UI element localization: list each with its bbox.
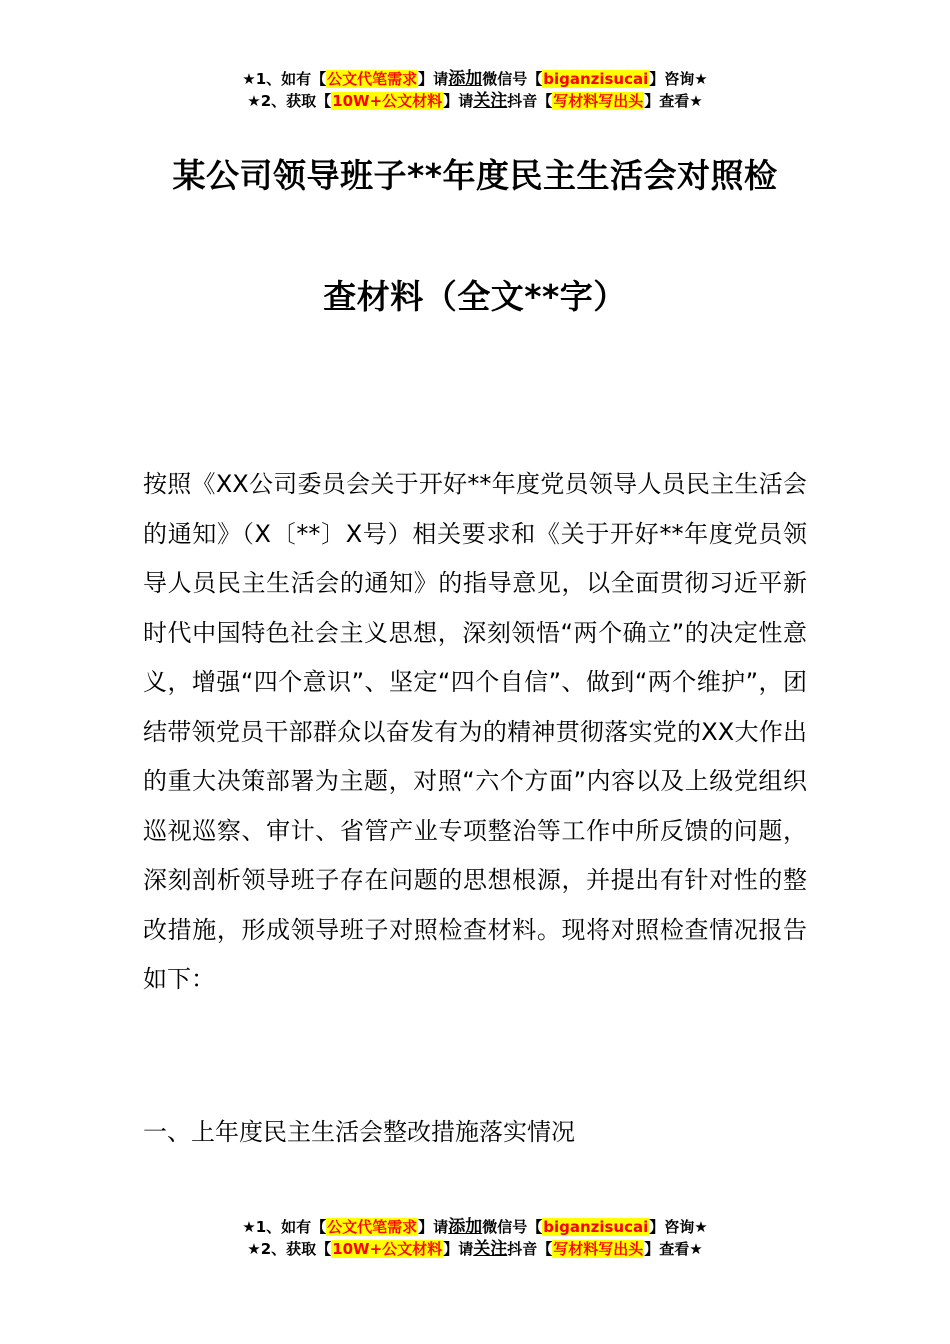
banner-emphasis: 添加 <box>448 1217 483 1237</box>
banner-text: 微信号【 <box>482 70 543 88</box>
intro-paragraph: 按照《XX公司委员会关于开好**年度党员领导人员民主生活会的通知》（X〔**〕X号）相关要求和《关于开好**年度党员领导人员民主生活会的通知》的指导意见，以全面贯彻习近平新时代中国特色社会主义思想，深刻领悟“两个确立”的决定性意义，增强“四个意识”、坚定“四个自信”、做到“两个维护”，团结带领党员干部群众以奋发有为的精神贯彻落实党的XX大作出的重大决策部署为主题，对照“六个方面”内容以及上级党组织巡视巡察、审计、省管产业专项整治等工作中所反馈的问题，深刻剖析领导班子存在问题的思想根源，并提出有针对性的整改措施，形成领导班子对照检查材料。现将对照检查情况报告如下： <box>143 470 807 993</box>
highlight-douyin-id: 写材料写出头 <box>553 92 644 110</box>
bottom-banner <box>0 1216 950 1260</box>
banner-emphasis: 添加 <box>448 69 483 89</box>
banner-text: ★1、如有【 <box>242 70 327 88</box>
banner-line-1 <box>0 1216 950 1238</box>
highlight-wechat-id: biganzisucai <box>543 1218 649 1236</box>
banner-line-1 <box>0 68 950 90</box>
banner-text: 】查看★ <box>644 92 703 110</box>
top-banner <box>0 68 950 112</box>
banner-text: ★2、获取【 <box>247 92 332 110</box>
banner-text: 抖音【 <box>507 1240 553 1258</box>
banner-emphasis: 关注 <box>473 1239 508 1259</box>
banner-text: 】咨询★ <box>649 70 708 88</box>
banner-text: ★2、获取【 <box>247 1240 332 1258</box>
banner-text: 】请 <box>443 92 474 110</box>
banner-text: 抖音【 <box>507 92 553 110</box>
document-title-line-2: 查材料（全文**字） <box>323 277 627 316</box>
banner-text: 】请 <box>418 70 449 88</box>
highlight-douyin-id: 写材料写出头 <box>553 1240 644 1258</box>
banner-line-2 <box>0 90 950 112</box>
section-1-heading: 一、上年度民主生活会整改措施落实情况 <box>143 1118 575 1146</box>
highlight-service: 公文代笔需求 <box>327 1218 418 1236</box>
highlight-materials: 10W+公文材料 <box>332 1240 443 1258</box>
highlight-service: 公文代笔需求 <box>327 70 418 88</box>
banner-text: 】咨询★ <box>649 1218 708 1236</box>
banner-text: 微信号【 <box>482 1218 543 1236</box>
document-title-line-1: 某公司领导班子**年度民主生活会对照检 <box>172 156 778 195</box>
highlight-wechat-id: biganzisucai <box>543 70 649 88</box>
banner-emphasis: 关注 <box>473 91 508 111</box>
banner-line-2 <box>0 1238 950 1260</box>
highlight-materials: 10W+公文材料 <box>332 92 443 110</box>
banner-text: 】请 <box>443 1240 474 1258</box>
banner-text: ★1、如有【 <box>242 1218 327 1236</box>
banner-text: 】查看★ <box>644 1240 703 1258</box>
banner-text: 】请 <box>418 1218 449 1236</box>
